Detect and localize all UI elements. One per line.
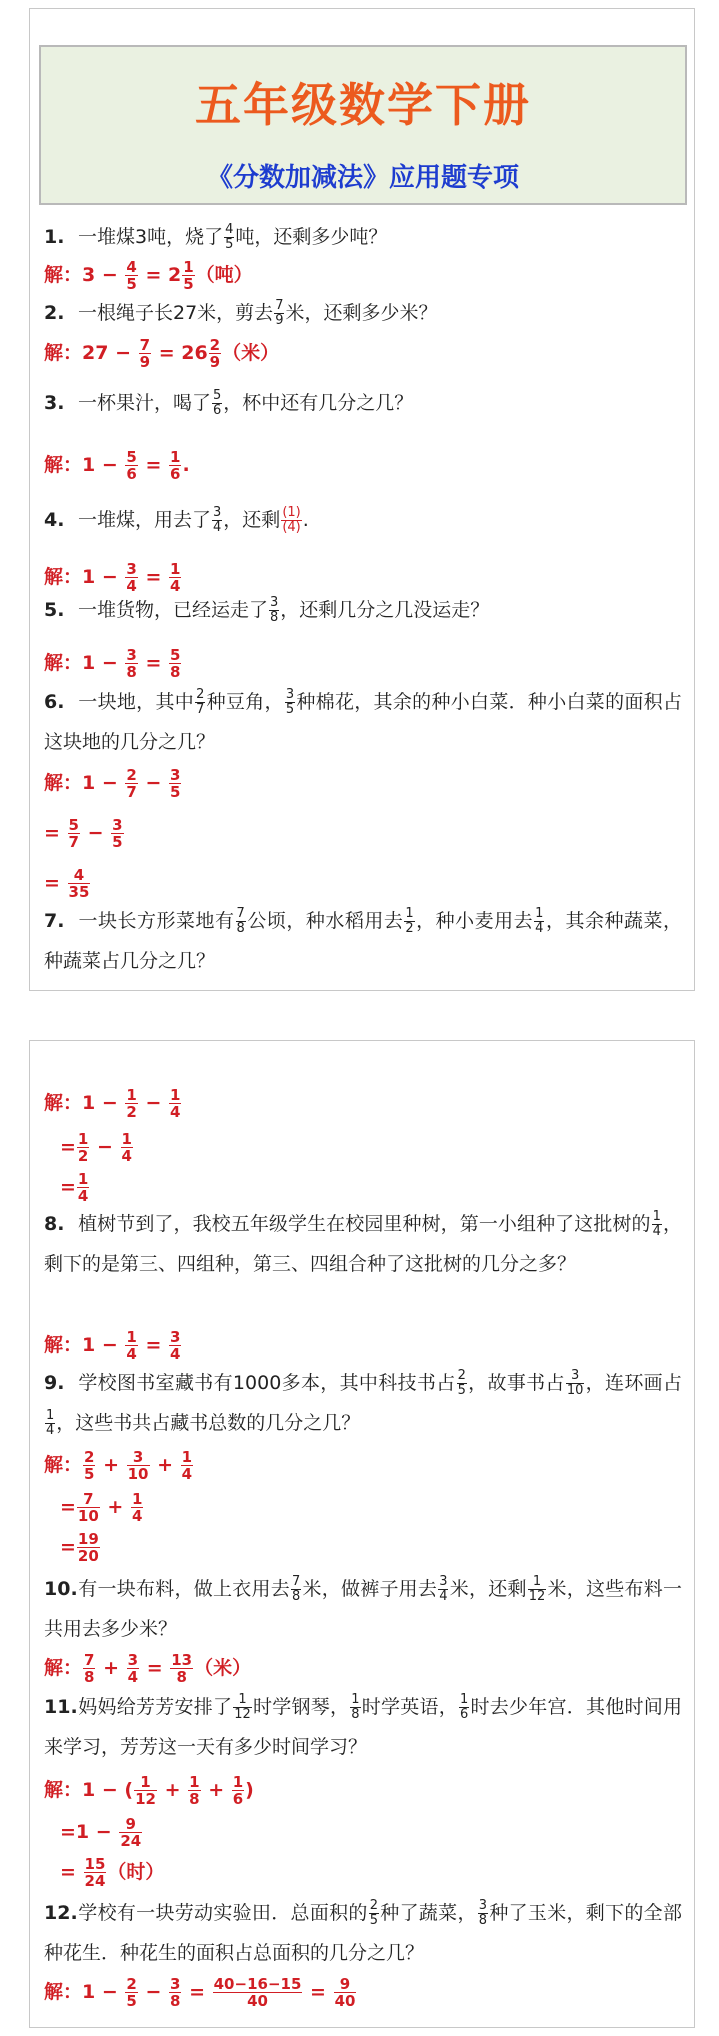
solution-5: 解：1 − $\frac{3}{8}$ = $\frac{5}{8}$ bbox=[44, 646, 181, 681]
solution-6-step-3: = $\frac{4}{35}$ bbox=[44, 866, 90, 901]
solution-6-step-2: = $\frac{5}{7}$ − $\frac{3}{5}$ bbox=[44, 816, 123, 851]
question-2: 2. 一根绳子长27米，剪去 $\frac{7}{9}$ 米，还剩多少米？ bbox=[44, 298, 438, 328]
question-10: 10.有一块布料，做上衣用去 $\frac{7}{8}$ 米，做裤子用去 $\frac{3}{4}$ 米，还剩 $\frac{1}{12}$ 米，这些布料一共用去多少米？ bbox=[44, 1574, 682, 1640]
solution-2: 解：27 − $\frac{7}{9}$ = 26 $\frac{2}{9}$ （米） bbox=[44, 336, 280, 371]
solution-7-step-2: = $\frac{1}{2}$ − $\frac{1}{4}$ bbox=[60, 1130, 132, 1165]
solution-11: 解：1 − ( $\frac{1}{12}$ + $\frac{1}{8}$ + $\frac{1}{6}$ ) bbox=[44, 1773, 254, 1808]
solution-4: 解：1 − $\frac{3}{4}$ = $\frac{1}{4}$ bbox=[44, 560, 181, 595]
solution-10: 解： $\frac{7}{8}$ + $\frac{3}{4}$ = $\frac{13}{8}$ （米） bbox=[44, 1651, 252, 1686]
solution-1: 解：3 − $\frac{4}{5}$ = 2 $\frac{1}{5}$ （吨） bbox=[44, 258, 253, 293]
worksheet-page-1 bbox=[29, 8, 695, 991]
question-8: 8. 植树节到了，我校五年级学生在校园里种树，第一小组种了这批树的 $\frac{1}{4}$ ，剩下的是第三、四组种，第三、四组合种了这批树的几分之多？ bbox=[44, 1209, 682, 1275]
title-banner bbox=[39, 45, 687, 205]
page-title: 五年级数学下册 bbox=[195, 78, 531, 132]
solution-7-step-3: = $\frac{1}{4}$ bbox=[60, 1170, 89, 1205]
question-9: 9. 学校图书室藏书有1000多本，其中科技书占 $\frac{2}{5}$ ，故事书占 $\frac{3}{10}$ ，连环画占 $\frac{1}{4}$ ，这些书共占藏书总数的几分之几？ bbox=[44, 1368, 682, 1438]
solution-7: 解：1 − $\frac{1}{2}$ − $\frac{1}{4}$ bbox=[44, 1086, 181, 1121]
solution-9: 解： $\frac{2}{5}$ + $\frac{3}{10}$ + $\frac{1}{4}$ bbox=[44, 1448, 193, 1483]
solution-11-step-3: = $\frac{15}{24}$ （时） bbox=[60, 1855, 165, 1890]
solution-12: 解：1 − $\frac{2}{5}$ − $\frac{3}{8}$ = $\frac{40-16-15}{40}$ = $\frac{9}{40}$ bbox=[44, 1975, 356, 2010]
question-5: 5. 一堆货物，已经运走了 $\frac{3}{8}$ ，还剩几分之几没运走？ bbox=[44, 595, 490, 625]
solution-8: 解：1 − $\frac{1}{4}$ = $\frac{3}{4}$ bbox=[44, 1328, 181, 1363]
page-subtitle: 《分数加减法》应用题专项 bbox=[206, 163, 519, 193]
question-4: 4. 一堆煤，用去了 $\frac{3}{4}$ ，还剩 $\frac{(1)}{(4)}$ . bbox=[44, 505, 309, 535]
worksheet-page-2 bbox=[29, 1040, 695, 2028]
question-7: 7. 一块长方形菜地有 $\frac{7}{8}$ 公顷，种水稻用去 $\frac{1}{2}$ ，种小麦用去 $\frac{1}{4}$ ，其余种蔬菜，种蔬菜占几分之几？ bbox=[44, 906, 682, 972]
question-11: 11.妈妈给芳芳安排了 $\frac{1}{12}$ 时学钢琴， $\frac{1}{8}$ 时学英语， $\frac{1}{6}$ 时去少年宫．其他时间用来学习，芳芳这一天有多少时间学习？ bbox=[44, 1692, 682, 1758]
solution-9-step-2: = $\frac{7}{10}$ + $\frac{1}{4}$ bbox=[60, 1490, 143, 1525]
question-12: 12.学校有一块劳动实验田．总面积的 $\frac{2}{5}$ 种了蔬菜， $\frac{3}{8}$ 种了玉米，剩下的全部种花生．种花生的面积占总面积的几分之几？ bbox=[44, 1898, 682, 1964]
solution-6: 解：1 − $\frac{2}{7}$ − $\frac{3}{5}$ bbox=[44, 766, 181, 801]
solution-3: 解：1 − $\frac{5}{6}$ = $\frac{1}{6}$ . bbox=[44, 448, 190, 483]
question-6: 6. 一块地，其中 $\frac{2}{7}$ 种豆角， $\frac{3}{5}$ 种棉花，其余的种小白菜．种小白菜的面积占这块地的几分之几？ bbox=[44, 687, 682, 753]
question-1: 1. 一堆煤3吨，烧了 $\frac{4}{5}$ 吨，还剩多少吨？ bbox=[44, 222, 388, 252]
solution-11-step-2: =1 − $\frac{9}{24}$ bbox=[60, 1815, 142, 1850]
solution-9-step-3: = $\frac{19}{20}$ bbox=[60, 1530, 99, 1565]
question-3: 3. 一杯果汁，喝了 $\frac{5}{6}$ ，杯中还有几分之几？ bbox=[44, 388, 414, 418]
